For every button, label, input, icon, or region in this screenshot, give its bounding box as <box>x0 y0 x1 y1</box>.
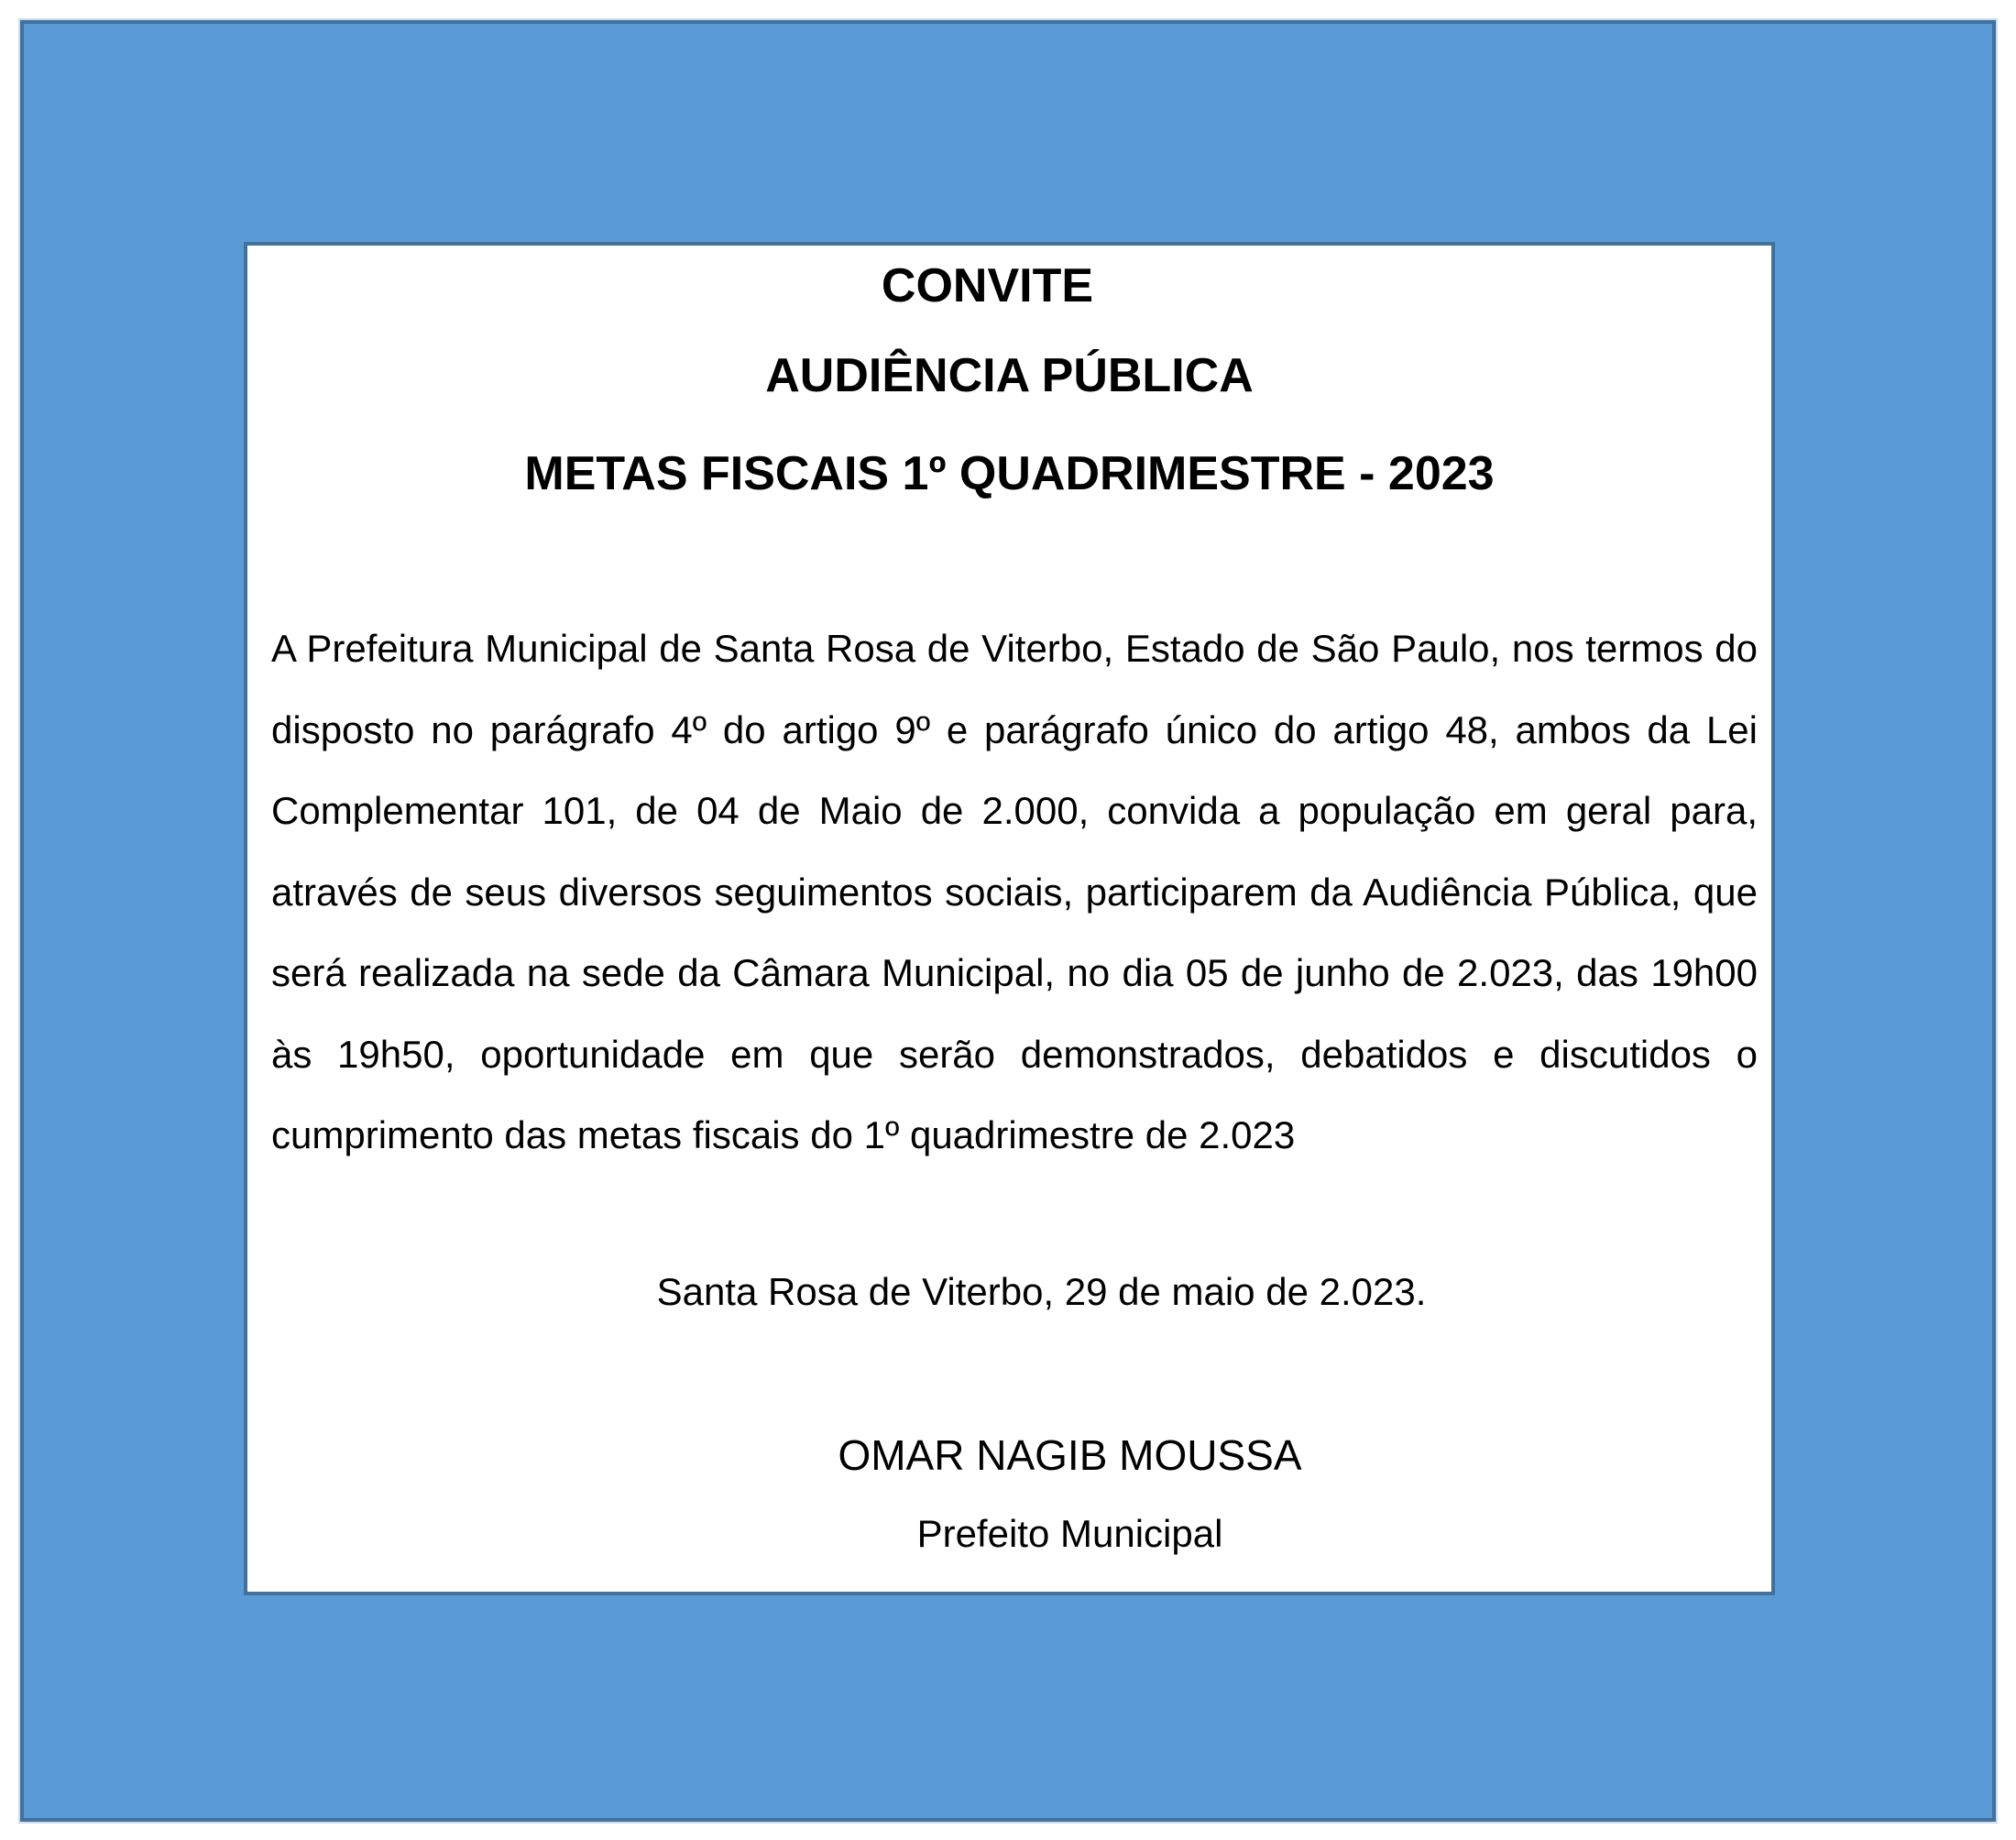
heading-metas-fiscais: METAS FISCAIS 1º QUADRIMESTRE - 2023 <box>524 447 1495 500</box>
body-line: A Prefeitura Municipal de Santa Rosa de Viterbo, Estado de São Paulo, nos termos do <box>271 627 1758 670</box>
body-line: disposto no parágrafo 4º do artigo 9º e parágrafo único do artigo 48, ambos da Lei <box>271 707 1758 751</box>
signature-title: Prefeito Municipal <box>916 1512 1223 1555</box>
notice-card <box>244 242 1775 1595</box>
date-line: Santa Rosa de Viterbo, 29 de maio de 2.023. <box>656 1270 1427 1313</box>
body-line: Complementar 101, de 04 de Maio de 2.000, convida a população em geral para, <box>271 789 1758 832</box>
body-line: através de seus diversos seguimentos sociais, participarem da Audiência Pública, que <box>271 870 1758 914</box>
blue-frame <box>20 20 1996 1822</box>
signature-name: OMAR NAGIB MOUSSA <box>838 1431 1302 1479</box>
heading-convite: CONVITE <box>881 259 1094 312</box>
body-paragraph <box>271 608 1758 1177</box>
body-line: às 19h50, oportunidade em que serão demonstrados, debatidos e discutidos o <box>271 1032 1758 1076</box>
heading-audiencia-publica: AUDIÊNCIA PÚBLICA <box>765 349 1254 402</box>
body-line: cumprimento das metas fiscais do 1º quadrimestre de 2.023 <box>271 1113 1296 1156</box>
body-line: será realizada na sede da Câmara Municipal, no dia 05 de junho de 2.023, das 19h00 <box>271 951 1758 994</box>
